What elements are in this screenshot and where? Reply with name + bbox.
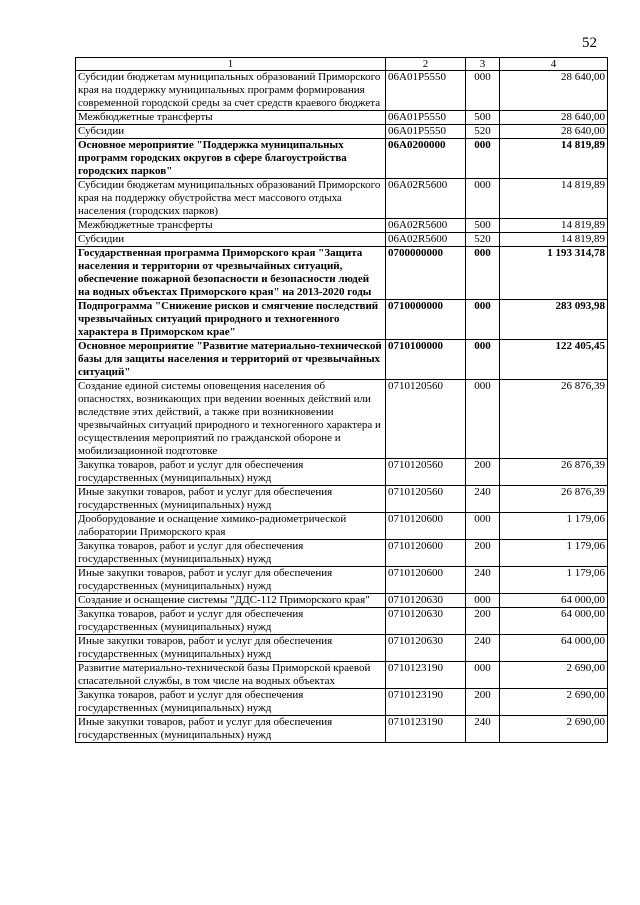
row-code-cell: 06А02R5600: [386, 233, 466, 247]
row-name-cell: Подпрограмма "Снижение рисков и смягчение последствий чрезвычайных ситуаций природного и техногенного характера в Приморском крае": [76, 300, 386, 340]
row-amount-cell: 283 093,98: [500, 300, 608, 340]
row-amount-cell: 2 690,00: [500, 689, 608, 716]
row-name-cell: Закупка товаров, работ и услуг для обеспечения государственных (муниципальных) нужд: [76, 689, 386, 716]
row-amount-cell: 1 179,06: [500, 567, 608, 594]
table-row: [76, 111, 608, 125]
table-row: [76, 689, 608, 716]
row-vr-cell: 240: [466, 635, 500, 662]
row-code-cell: 0710123190: [386, 662, 466, 689]
row-vr-cell: 000: [466, 179, 500, 219]
table-row: [76, 567, 608, 594]
row-amount-cell: 64 000,00: [500, 635, 608, 662]
row-vr-cell: 520: [466, 233, 500, 247]
table-row: [76, 340, 608, 380]
row-vr-cell: 200: [466, 540, 500, 567]
row-code-cell: 0710120600: [386, 513, 466, 540]
row-vr-cell: 500: [466, 219, 500, 233]
row-code-cell: 06А01Р5550: [386, 71, 466, 111]
table-body: [76, 71, 608, 743]
row-vr-cell: 000: [466, 594, 500, 608]
row-vr-cell: 240: [466, 716, 500, 743]
row-amount-cell: 1 193 314,78: [500, 247, 608, 300]
row-code-cell: 0710000000: [386, 300, 466, 340]
row-name-cell: Создание единой системы оповещения населения об опасностях, возникающих при ведении военных действий или вследствие этих действий, а также при возникновении чрезвычайных ситуаций природного и техногенного характера и осуществления мероприятий по гражданской обороне и мобилизационной подготовке: [76, 380, 386, 459]
row-code-cell: 0710120560: [386, 380, 466, 459]
table-row: [76, 540, 608, 567]
table-row: [76, 300, 608, 340]
row-amount-cell: 28 640,00: [500, 125, 608, 139]
row-name-cell: Закупка товаров, работ и услуг для обеспечения государственных (муниципальных) нужд: [76, 608, 386, 635]
row-vr-cell: 000: [466, 300, 500, 340]
row-name-cell: Иные закупки товаров, работ и услуг для обеспечения государственных (муниципальных) нужд: [76, 716, 386, 743]
row-code-cell: 0710120630: [386, 594, 466, 608]
column-header-amount: 4: [500, 58, 608, 71]
row-amount-cell: 14 819,89: [500, 233, 608, 247]
table-row: [76, 459, 608, 486]
row-vr-cell: 000: [466, 662, 500, 689]
row-vr-cell: 000: [466, 380, 500, 459]
row-amount-cell: 28 640,00: [500, 71, 608, 111]
row-name-cell: Основное мероприятие "Развитие материально-технической базы для защиты населения и территорий от чрезвычайных ситуаций": [76, 340, 386, 380]
row-name-cell: Субсидии: [76, 233, 386, 247]
row-vr-cell: 240: [466, 486, 500, 513]
row-amount-cell: 122 405,45: [500, 340, 608, 380]
table-row: [76, 139, 608, 179]
budget-table: [75, 57, 608, 743]
row-vr-cell: 000: [466, 139, 500, 179]
row-code-cell: 0710120630: [386, 608, 466, 635]
row-code-cell: 06А01Р5550: [386, 125, 466, 139]
row-name-cell: Основное мероприятие "Поддержка муниципальных программ городских округов в сфере благоустройства городских парков": [76, 139, 386, 179]
row-amount-cell: 2 690,00: [500, 662, 608, 689]
row-vr-cell: 000: [466, 513, 500, 540]
row-name-cell: Субсидии бюджетам муниципальных образований Приморского края на поддержку муниципальных программ формирования современной городской среды за счет средств краевого бюджета: [76, 71, 386, 111]
row-vr-cell: 000: [466, 71, 500, 111]
row-amount-cell: 14 819,89: [500, 219, 608, 233]
row-vr-cell: 500: [466, 111, 500, 125]
row-vr-cell: 200: [466, 608, 500, 635]
table-row: [76, 233, 608, 247]
table-row: [76, 125, 608, 139]
row-code-cell: 0710120600: [386, 567, 466, 594]
row-code-cell: 06А01Р5550: [386, 111, 466, 125]
row-amount-cell: 26 876,39: [500, 459, 608, 486]
row-name-cell: Субсидии: [76, 125, 386, 139]
row-code-cell: 06А02R5600: [386, 179, 466, 219]
row-code-cell: 0710123190: [386, 716, 466, 743]
row-name-cell: Межбюджетные трансферты: [76, 219, 386, 233]
row-vr-cell: 240: [466, 567, 500, 594]
table-row: [76, 635, 608, 662]
table-row: [76, 247, 608, 300]
table-row: [76, 513, 608, 540]
row-amount-cell: 2 690,00: [500, 716, 608, 743]
column-header-code: 2: [386, 58, 466, 71]
table-header: [76, 58, 608, 71]
row-vr-cell: 000: [466, 247, 500, 300]
row-name-cell: Иные закупки товаров, работ и услуг для обеспечения государственных (муниципальных) нужд: [76, 486, 386, 513]
row-amount-cell: 28 640,00: [500, 111, 608, 125]
row-name-cell: Субсидии бюджетам муниципальных образований Приморского края на поддержку обустройства мест массового отдыха населения (городских парков): [76, 179, 386, 219]
row-code-cell: 0710120560: [386, 486, 466, 513]
table-row: [76, 179, 608, 219]
table-row: [76, 380, 608, 459]
row-code-cell: 0700000000: [386, 247, 466, 300]
table-row: [76, 219, 608, 233]
row-name-cell: Межбюджетные трансферты: [76, 111, 386, 125]
row-name-cell: Развитие материально-технической базы Приморской краевой спасательной службы, в том числе на водных объектах: [76, 662, 386, 689]
row-amount-cell: 1 179,06: [500, 513, 608, 540]
row-name-cell: Закупка товаров, работ и услуг для обеспечения государственных (муниципальных) нужд: [76, 459, 386, 486]
row-code-cell: 06А02R5600: [386, 219, 466, 233]
row-amount-cell: 26 876,39: [500, 486, 608, 513]
row-code-cell: 06А0200000: [386, 139, 466, 179]
column-header-vr: 3: [466, 58, 500, 71]
row-amount-cell: 64 000,00: [500, 594, 608, 608]
row-code-cell: 0710120560: [386, 459, 466, 486]
row-name-cell: Создание и оснащение системы "ДДС-112 Приморского края": [76, 594, 386, 608]
table-row: [76, 662, 608, 689]
row-name-cell: Иные закупки товаров, работ и услуг для обеспечения государственных (муниципальных) нужд: [76, 635, 386, 662]
row-code-cell: 0710120630: [386, 635, 466, 662]
row-code-cell: 0710120600: [386, 540, 466, 567]
header-row: [76, 58, 608, 71]
row-code-cell: 0710123190: [386, 689, 466, 716]
row-vr-cell: 200: [466, 689, 500, 716]
table-row: [76, 608, 608, 635]
page-number: 52: [582, 35, 597, 51]
column-header-name: 1: [76, 58, 386, 71]
row-amount-cell: 1 179,06: [500, 540, 608, 567]
row-vr-cell: 000: [466, 340, 500, 380]
row-amount-cell: 14 819,89: [500, 179, 608, 219]
table-row: [76, 594, 608, 608]
row-name-cell: Закупка товаров, работ и услуг для обеспечения государственных (муниципальных) нужд: [76, 540, 386, 567]
row-amount-cell: 26 876,39: [500, 380, 608, 459]
table-row: [76, 71, 608, 111]
table-row: [76, 486, 608, 513]
row-name-cell: Дооборудование и оснащение химико-радиометрической лаборатории Приморского края: [76, 513, 386, 540]
row-code-cell: 0710100000: [386, 340, 466, 380]
row-amount-cell: 64 000,00: [500, 608, 608, 635]
row-vr-cell: 200: [466, 459, 500, 486]
row-amount-cell: 14 819,89: [500, 139, 608, 179]
row-vr-cell: 520: [466, 125, 500, 139]
row-name-cell: Иные закупки товаров, работ и услуг для обеспечения государственных (муниципальных) нужд: [76, 567, 386, 594]
row-name-cell: Государственная программа Приморского края "Защита населения и территории от чрезвычайных ситуаций, обеспечение пожарной безопасности и безопасности людей на водных объектах Приморского края" на 2013-2020 годы: [76, 247, 386, 300]
table-row: [76, 716, 608, 743]
